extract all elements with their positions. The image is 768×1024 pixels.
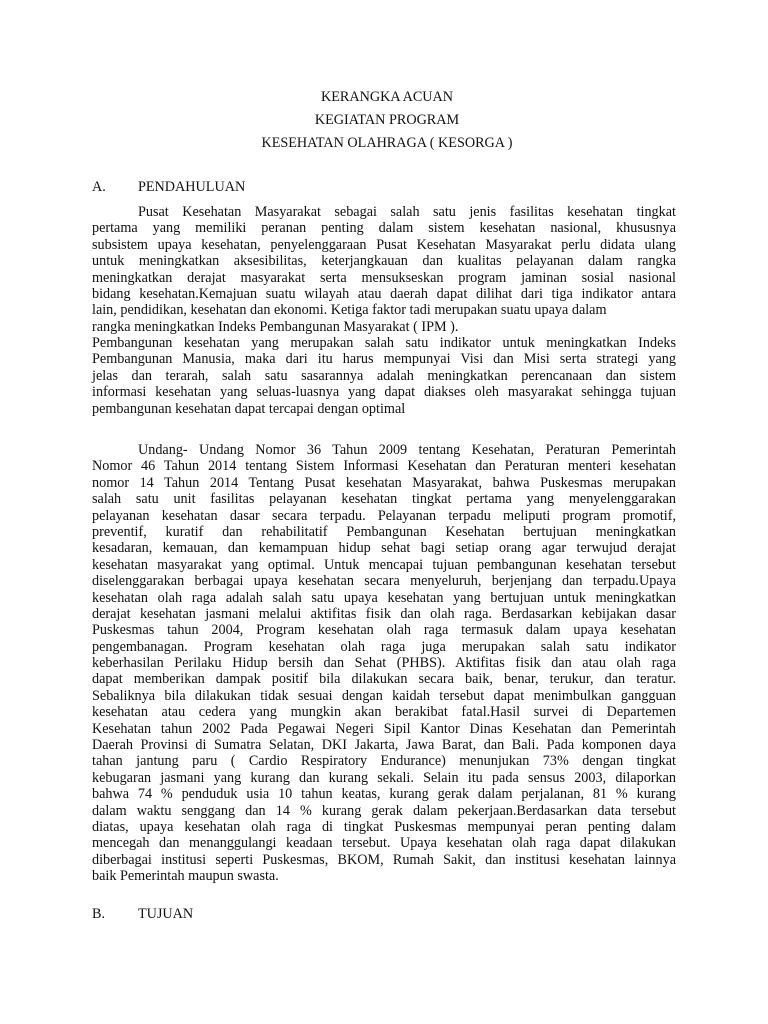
paragraph-line: preventif, kuratif dan rehabilitatif Pembangunan Kesehatan bertujuan meningkatkan bbox=[92, 523, 676, 540]
paragraph-line: pembangunan kesehatan dapat tercapai dengan optimal bbox=[92, 400, 406, 417]
paragraph-line: Pusat Kesehatan Masyarakat sebagai salah satu jenis fasilitas kesehatan tingkat bbox=[138, 204, 676, 220]
paragraph-pembangunan-kesehatan bbox=[92, 335, 676, 417]
document-subtitle: KEGIATAN PROGRAM bbox=[314, 112, 460, 128]
paragraph-line: informasi kesehatan yang seluas-luasnya yang dapat diakses oleh masyarakat sehingga tujuan bbox=[92, 384, 676, 401]
section-title: PENDAHULUAN bbox=[138, 179, 246, 195]
paragraph-line: tahan jantung paru ( Cardio Respiratory Endurance) menunjukan 73% dengan tingkat bbox=[92, 753, 676, 770]
paragraph-line: kesehatan masyarakat yang optimal. Untuk mencapai tujuan pembangunan kesehatan tersebut bbox=[92, 556, 676, 573]
paragraph-line: diselenggarakan berbagai upaya kesehatan secara menyeluruh, berjenjang dan terpadu.Upaya bbox=[92, 573, 676, 590]
section-title: TUJUAN bbox=[138, 906, 194, 922]
section-heading-pendahuluan bbox=[92, 178, 245, 197]
paragraph-line: untuk meningkatkan aksesibilitas, keterjangkauan dan kualitas pelayanan dalam rangka bbox=[92, 253, 676, 270]
document-title: KERANGKA ACUAN bbox=[320, 89, 454, 105]
program-name: KESEHATAN OLAHRAGA ( KESORGA ) bbox=[261, 135, 513, 151]
paragraph-line: lain, pendidikan, kesehatan dan ekonomi. Ketiga faktor tadi merupakan suatu upaya dalam bbox=[92, 302, 607, 319]
paragraph-line: meningkatkan derajat masyarakat serta mensukseskan program jaminan sosial nasional bbox=[92, 269, 676, 286]
paragraph-line: derajat kesehatan jasmani melalui aktifitas fisik dan olah raga. Berdasarkan kebijakan dasar bbox=[92, 605, 676, 622]
paragraph-line: subsistem upaya kesehatan, penyelenggaraan Pusat Kesehatan Masyarakat perlu didata ulang bbox=[92, 236, 676, 253]
paragraph-line: bahwa 74 % penduduk usia 10 tahun keatas, kurang gerak dalam perjalanan, 81 % kurang bbox=[92, 786, 676, 803]
paragraph-line: diberbagai institusi seperti Puskesmas, BKOM, Rumah Sakit, dan institusi kesehatan lainnya bbox=[92, 851, 676, 868]
paragraph-line: bidang kesehatan.Kemajuan suatu wilayah atau daerah dapat dilihat dari tiga indikator antara bbox=[92, 285, 676, 302]
paragraph-line: mencegah dan menanggulangi keadaan tersebut. Upaya kesehatan olah raga dapat dilakukan bbox=[92, 835, 676, 852]
paragraph-pusat-kesehatan bbox=[92, 204, 676, 335]
paragraph-line: Undang- Undang Nomor 36 Tahun 2009 tentang Kesehatan, Peraturan Pemerintah bbox=[138, 442, 676, 458]
section-heading-tujuan bbox=[92, 905, 193, 924]
section-marker: A. bbox=[92, 179, 106, 195]
paragraph-line: kesehatan atau cedera yang mungkin akan berakibat fatal.Hasil survei di Departemen bbox=[92, 704, 676, 721]
paragraph-line: Pembangunan Manusia, maka dari itu harus mempunyai Visi dan Misi serta strategi yang bbox=[92, 351, 676, 368]
paragraph-line: keberhasilan Perilaku Hidup bersih dan Sehat (PHBS). Aktifitas fisik dan atau olah raga bbox=[92, 655, 676, 672]
paragraph-undang-undang bbox=[92, 442, 676, 885]
paragraph-line: baik Pemerintah maupun swasta. bbox=[92, 868, 279, 885]
paragraph-line: Puskesmas tahun 2004, Program kesehatan olah raga termasuk dalam upaya kesehatan bbox=[92, 622, 676, 639]
section-marker: B. bbox=[92, 906, 106, 922]
paragraph-line: kesadaran, kemauan, dan kemampuan hidup sehat bagi setiap orang agar terwujud derajat bbox=[92, 540, 676, 557]
paragraph-line: nomor 14 Tahun 2014 Tentang Pusat kesehatan Masyarakat, bahwa Puskesmas merupakan bbox=[92, 474, 676, 491]
paragraph-line: dapat memberikan dampak positif bila dilakukan secara baik, benar, terukur, dan teratur. bbox=[92, 671, 676, 688]
paragraph-line: pelayanan kesehatan dasar secara terpadu. Pelayanan terpadu meliputi program promotif, bbox=[92, 507, 676, 524]
paragraph-line: Nomor 46 Tahun 2014 tentang Sistem Informasi Kesehatan dan Peraturan menteri kesehatan bbox=[92, 458, 676, 475]
paragraph-line: Daerah Provinsi di Sumatra Selatan, DKI Jakarta, Jawa Barat, dan Bali. Pada komponen daya bbox=[92, 737, 676, 754]
paragraph-line: diatas, upaya kesehatan olah raga di tingkat Puskesmas mempunyai peran penting dalam bbox=[92, 818, 676, 835]
paragraph-line: Kesehatan tahun 2002 Pada Pegawai Negeri Sipil Kantor Dinas Kesehatan dan Pemerintah bbox=[92, 720, 676, 737]
paragraph-line: kebugaran jasmani yang kurang dan kurang sekali. Selain itu pada sensus 2003, dilaporkan bbox=[92, 769, 676, 786]
paragraph-line: pengembanagan. Program kesehatan olah raga juga merupakan salah satu indikator bbox=[92, 638, 676, 655]
paragraph-line: rangka meningkatkan Indeks Pembangunan Masyarakat ( IPM ). bbox=[92, 318, 459, 335]
paragraph-line: Sebaliknya bila dilakukan tidak sesuai dengan kaidah tersebut dapat menimbulkan gangguan bbox=[92, 687, 676, 704]
paragraph-line: salah satu unit fasilitas pelayanan kesehatan tingkat pertama yang menyelenggarakan bbox=[92, 491, 676, 508]
paragraph-line: jelas dan terarah, salah satu sasarannya adalah meningkatkan perencanaan dan sistem bbox=[92, 367, 676, 384]
paragraph-line: Pembangunan kesehatan yang merupakan salah satu indikator untuk meningkatkan Indeks bbox=[92, 335, 676, 351]
paragraph-line: kesehatan olah raga adalah salah satu upaya kesehatan yang bertujuan untuk meningkatkan bbox=[92, 589, 676, 606]
paragraph-line: pertama yang memiliki peranan penting dalam sistem kesehatan nasional, khususnya bbox=[92, 220, 676, 237]
paragraph-line: dalam waktu senggang dan 14 % kurang gerak dalam pekerjaan.Berdasarkan data tersebut bbox=[92, 802, 676, 819]
document-title-block bbox=[0, 86, 768, 155]
